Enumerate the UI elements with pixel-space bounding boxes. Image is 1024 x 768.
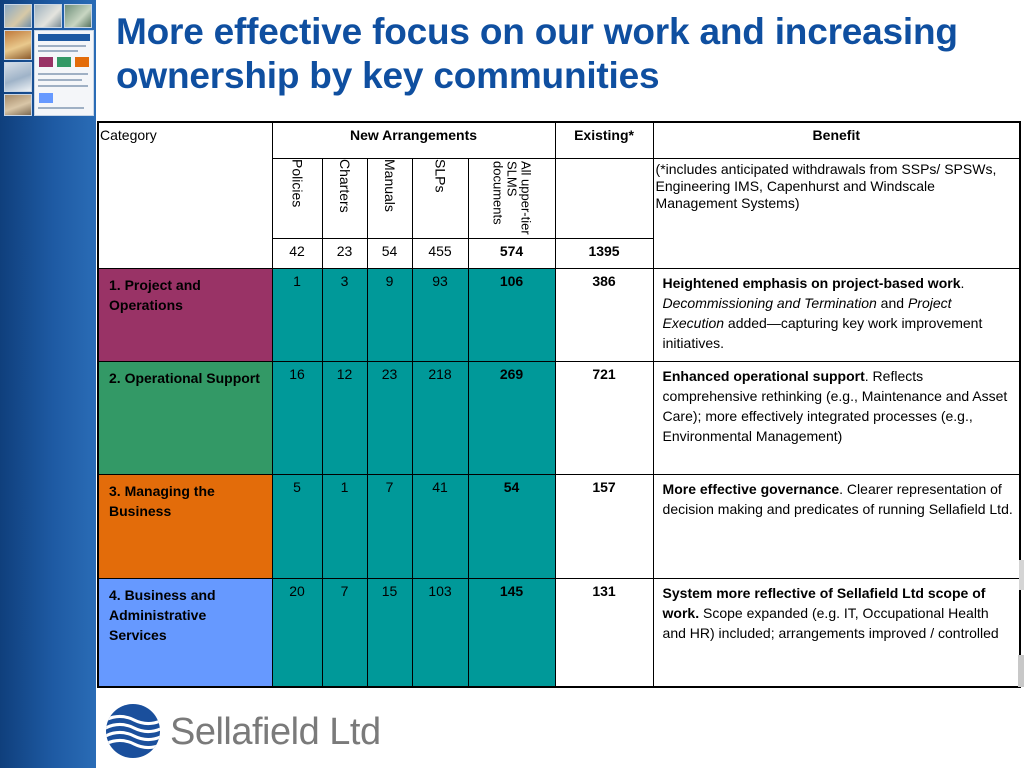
benefit-header: Benefit	[653, 122, 1020, 158]
benefit-cell: Enhanced operational support. Reflects comprehensive rethinking (e.g., Maintenance and Asset Care); more effectively integrated processes (e.g., Environmental Management)	[653, 361, 1020, 474]
policies-cell: 20	[272, 578, 322, 687]
slps-subheader: SLPs	[412, 158, 468, 238]
benefit-cell: More effective governance. Clearer representation of decision making and predicates of running Sellafield Ltd.	[653, 474, 1020, 578]
existing-cell: 721	[555, 361, 653, 474]
existing-cell: 131	[555, 578, 653, 687]
charters-cell: 7	[322, 578, 367, 687]
existing-cell: 386	[555, 268, 653, 361]
footnote: (*includes anticipated withdrawals from SSPs/ SPSWs, Engineering IMS, Capenhurst and Windscale Management Systems)	[653, 158, 1020, 268]
table-row	[98, 474, 1020, 578]
total-existing: 1395	[555, 238, 653, 268]
manuals-cell: 7	[367, 474, 412, 578]
decorative-edge	[1019, 560, 1024, 590]
total-policies: 42	[272, 238, 322, 268]
sellafield-logo	[104, 700, 404, 762]
slps-cell: 93	[412, 268, 468, 361]
total-all-upper-tier: 574	[468, 238, 555, 268]
page-title: More effective focus on our work and increasing ownership by key communities	[116, 11, 958, 96]
policies-cell: 1	[272, 268, 322, 361]
manuals-subheader: Manuals	[367, 158, 412, 238]
sellafield-wave-logo-icon	[104, 702, 162, 760]
policies-cell: 16	[272, 361, 322, 474]
benefit-cell: System more reflective of Sellafield Ltd scope of work. Scope expanded (e.g. IT, Occupational Health and HR) included; arrangements improved / controlled	[653, 578, 1020, 687]
manuals-cell: 9	[367, 268, 412, 361]
sidebar-band	[0, 0, 96, 768]
all-upper-tier-cell: 106	[468, 268, 555, 361]
new-arrangements-header: New Arrangements	[272, 122, 555, 158]
thumbnail-collage	[4, 4, 92, 116]
charters-cell: 3	[322, 268, 367, 361]
table-row	[98, 361, 1020, 474]
charters-cell: 12	[322, 361, 367, 474]
slps-cell: 218	[412, 361, 468, 474]
total-charters: 23	[322, 238, 367, 268]
total-slps: 455	[412, 238, 468, 268]
existing-cell: 157	[555, 474, 653, 578]
manuals-cell: 15	[367, 578, 412, 687]
category-cell: 4. Business and Administrative Services	[98, 578, 272, 687]
logo-wordmark: Sellafield Ltd	[170, 711, 381, 753]
photo-thumbnail	[4, 94, 32, 116]
all-upper-tier-cell: 269	[468, 361, 555, 474]
category-cell: 3. Managing the Business	[98, 474, 272, 578]
charters-cell: 1	[322, 474, 367, 578]
all-upper-tier-cell: 145	[468, 578, 555, 687]
all-upper-tier-cell: 54	[468, 474, 555, 578]
slps-cell: 41	[412, 474, 468, 578]
photo-thumbnail	[4, 62, 32, 92]
total-manuals: 54	[367, 238, 412, 268]
category-cell: 2. Operational Support	[98, 361, 272, 474]
policies-cell: 5	[272, 474, 322, 578]
manuals-cell: 23	[367, 361, 412, 474]
document-thumbnail	[34, 30, 94, 116]
category-cell: 1. Project and Operations	[98, 268, 272, 361]
photo-thumbnail	[4, 30, 32, 60]
decorative-edge	[1018, 655, 1024, 687]
table-row	[98, 578, 1020, 687]
existing-subheader-empty	[555, 158, 653, 238]
category-header: Category	[98, 122, 272, 268]
photo-thumbnail	[34, 4, 62, 28]
existing-header: Existing*	[555, 122, 653, 158]
slps-cell: 103	[412, 578, 468, 687]
photo-thumbnail	[4, 4, 32, 28]
table-row	[98, 268, 1020, 361]
photo-thumbnail	[64, 4, 92, 28]
charters-subheader: Charters	[322, 158, 367, 238]
all-upper-tier-subheader: All upper-tier SLMS documents	[468, 158, 555, 238]
arrangements-table	[97, 121, 1021, 688]
policies-subheader: Policies	[272, 158, 322, 238]
benefit-cell: Heightened emphasis on project-based work. Decommissioning and Termination and Project Execution added—capturing key work improvement initiatives.	[653, 268, 1020, 361]
